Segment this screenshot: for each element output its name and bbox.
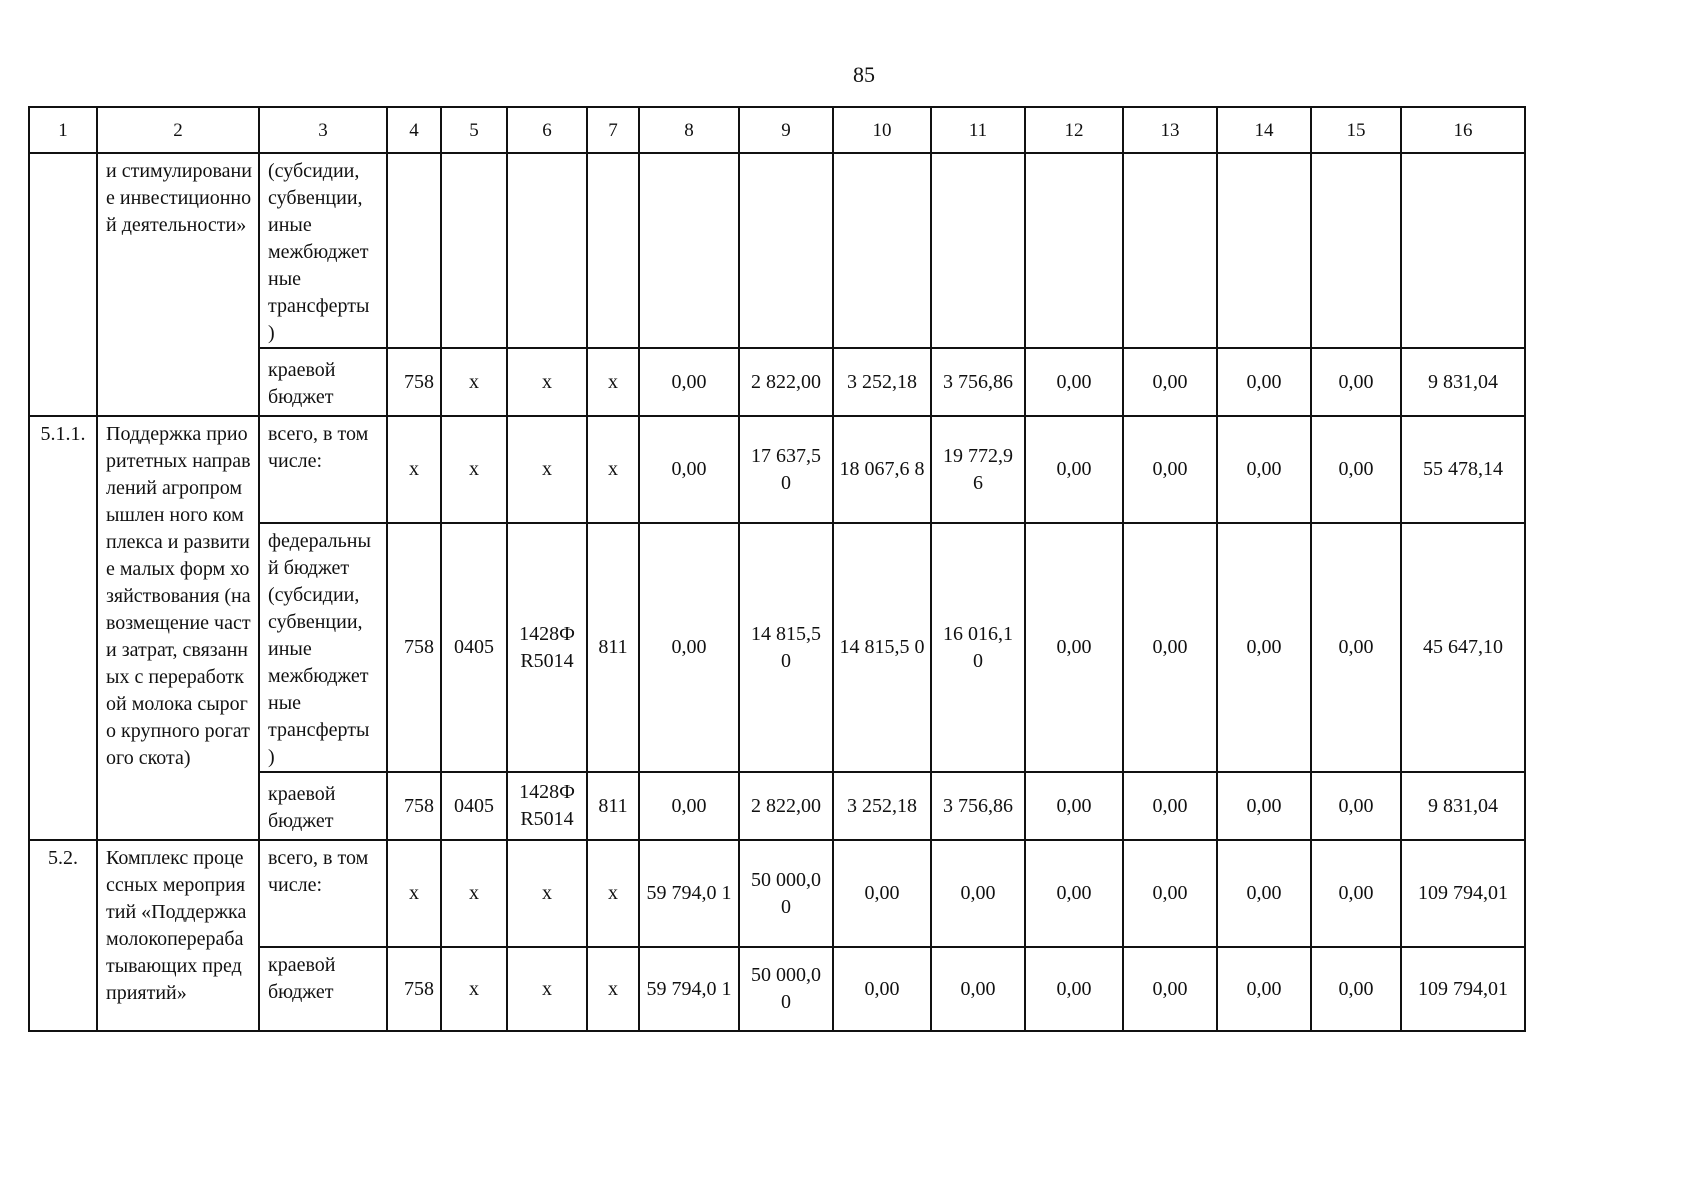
value-cell bbox=[507, 153, 587, 348]
header-cell: 8 bbox=[639, 107, 739, 153]
value-cell: х bbox=[507, 416, 587, 523]
value-cell: х bbox=[507, 840, 587, 947]
value-cell: х bbox=[507, 947, 587, 1031]
value-cell: 3 756,86 bbox=[931, 348, 1025, 416]
row-number-cell: 5.1.1. bbox=[29, 416, 97, 840]
header-cell: 5 bbox=[441, 107, 507, 153]
value-cell: х bbox=[587, 348, 639, 416]
value-cell: х bbox=[441, 416, 507, 523]
value-cell bbox=[639, 153, 739, 348]
value-cell: 0,00 bbox=[1311, 772, 1401, 840]
value-cell bbox=[739, 153, 833, 348]
value-cell: 0,00 bbox=[1123, 523, 1217, 772]
header-cell: 11 bbox=[931, 107, 1025, 153]
funding-source-cell: краевой бюджет bbox=[259, 348, 387, 416]
value-cell: 758 bbox=[387, 348, 441, 416]
header-cell: 14 bbox=[1217, 107, 1311, 153]
value-cell: 59 794,0 1 bbox=[639, 840, 739, 947]
value-cell: 811 bbox=[587, 523, 639, 772]
value-cell bbox=[387, 153, 441, 348]
value-cell: 0,00 bbox=[1123, 416, 1217, 523]
value-cell: 3 252,18 bbox=[833, 348, 931, 416]
value-cell bbox=[1123, 153, 1217, 348]
event-name-cell: и стимулирование инвестиционно й деятельности» bbox=[97, 153, 259, 416]
value-cell: 1428Ф R5014 bbox=[507, 523, 587, 772]
value-cell: 0,00 bbox=[639, 348, 739, 416]
value-cell: 1428Ф R5014 bbox=[507, 772, 587, 840]
value-cell: х bbox=[587, 416, 639, 523]
value-cell: х bbox=[441, 348, 507, 416]
value-cell: 2 822,00 bbox=[739, 348, 833, 416]
value-cell: 19 772,9 6 bbox=[931, 416, 1025, 523]
value-cell: 0,00 bbox=[1123, 840, 1217, 947]
value-cell: 3 756,86 bbox=[931, 772, 1025, 840]
header-cell: 1 bbox=[29, 107, 97, 153]
header-cell: 7 bbox=[587, 107, 639, 153]
value-cell: 0,00 bbox=[931, 840, 1025, 947]
value-cell: 0,00 bbox=[1217, 840, 1311, 947]
table-row bbox=[29, 840, 1525, 947]
row-number-cell: 5.2. bbox=[29, 840, 97, 1031]
value-cell: 0,00 bbox=[833, 947, 931, 1031]
value-cell: 811 bbox=[587, 772, 639, 840]
value-cell: 0,00 bbox=[639, 523, 739, 772]
funding-source-cell: краевой бюджет bbox=[259, 772, 387, 840]
value-cell: 0,00 bbox=[1311, 523, 1401, 772]
value-cell: 0,00 bbox=[639, 416, 739, 523]
value-cell: 0,00 bbox=[639, 772, 739, 840]
value-cell: 758 bbox=[387, 947, 441, 1031]
value-cell: 17 637,5 0 bbox=[739, 416, 833, 523]
value-cell: 0,00 bbox=[1217, 772, 1311, 840]
value-cell: 3 252,18 bbox=[833, 772, 931, 840]
value-cell: 0,00 bbox=[931, 947, 1025, 1031]
value-cell bbox=[1025, 153, 1123, 348]
event-name-cell: Поддержка приоритетных направлений агропромышлен ного комплекса и развитие малых форм хозяйствования (на возмещение части затрат, связанных с переработкой молока сырого крупного рогатого скота) bbox=[97, 416, 259, 840]
funding-source-cell: краевой бюджет bbox=[259, 947, 387, 1031]
value-cell: 16 016,1 0 bbox=[931, 523, 1025, 772]
value-cell: 0,00 bbox=[1025, 416, 1123, 523]
value-cell bbox=[833, 153, 931, 348]
value-cell: 0,00 bbox=[1123, 772, 1217, 840]
value-cell: х bbox=[387, 416, 441, 523]
header-cell: 16 bbox=[1401, 107, 1525, 153]
row-number-cell bbox=[29, 153, 97, 416]
budget-table bbox=[28, 106, 1526, 1032]
header-cell: 6 bbox=[507, 107, 587, 153]
value-cell: х bbox=[387, 840, 441, 947]
value-cell: 14 815,5 0 bbox=[739, 523, 833, 772]
value-cell: 0,00 bbox=[1311, 947, 1401, 1031]
value-cell: х bbox=[441, 840, 507, 947]
header-cell: 13 bbox=[1123, 107, 1217, 153]
value-cell: 0,00 bbox=[1025, 772, 1123, 840]
value-cell bbox=[1401, 153, 1525, 348]
value-cell: 0,00 bbox=[1123, 947, 1217, 1031]
value-cell: 0,00 bbox=[1025, 348, 1123, 416]
value-cell: 0,00 bbox=[1025, 523, 1123, 772]
value-cell: 0,00 bbox=[1311, 416, 1401, 523]
value-cell: 45 647,10 bbox=[1401, 523, 1525, 772]
value-cell: х bbox=[507, 348, 587, 416]
value-cell: 0,00 bbox=[1217, 523, 1311, 772]
value-cell: 0,00 bbox=[1217, 348, 1311, 416]
value-cell: 59 794,0 1 bbox=[639, 947, 739, 1031]
value-cell: 0,00 bbox=[1217, 416, 1311, 523]
header-cell: 15 bbox=[1311, 107, 1401, 153]
value-cell: 0,00 bbox=[1025, 840, 1123, 947]
value-cell bbox=[931, 153, 1025, 348]
value-cell: 2 822,00 bbox=[739, 772, 833, 840]
header-cell: 4 bbox=[387, 107, 441, 153]
funding-source-cell: федеральны й бюджет (субсидии, субвенции, иные межбюджет ные трансферты ) bbox=[259, 523, 387, 772]
header-cell: 12 bbox=[1025, 107, 1123, 153]
header-cell: 10 bbox=[833, 107, 931, 153]
value-cell: 0405 bbox=[441, 523, 507, 772]
value-cell: 55 478,14 bbox=[1401, 416, 1525, 523]
funding-source-cell: всего, в том числе: bbox=[259, 840, 387, 947]
event-name-cell: Комплекс процессных мероприятий «Поддержка молокоперераба тывающих предприятий» bbox=[97, 840, 259, 1031]
value-cell bbox=[1217, 153, 1311, 348]
value-cell: х bbox=[587, 947, 639, 1031]
value-cell: 50 000,0 0 bbox=[739, 840, 833, 947]
header-cell: 3 bbox=[259, 107, 387, 153]
value-cell: 18 067,6 8 bbox=[833, 416, 931, 523]
value-cell: 0,00 bbox=[1025, 947, 1123, 1031]
value-cell: 0405 bbox=[441, 772, 507, 840]
value-cell: 0,00 bbox=[1311, 348, 1401, 416]
value-cell: 758 bbox=[387, 772, 441, 840]
value-cell: 9 831,04 bbox=[1401, 348, 1525, 416]
value-cell: 0,00 bbox=[1311, 840, 1401, 947]
funding-source-cell: всего, в том числе: bbox=[259, 416, 387, 523]
value-cell: 0,00 bbox=[833, 840, 931, 947]
value-cell bbox=[441, 153, 507, 348]
value-cell: х bbox=[587, 840, 639, 947]
header-row bbox=[29, 107, 1525, 153]
value-cell: 0,00 bbox=[1217, 947, 1311, 1031]
value-cell: 109 794,01 bbox=[1401, 840, 1525, 947]
value-cell bbox=[587, 153, 639, 348]
funding-source-cell: (субсидии, субвенции, иные межбюджет ные трансферты ) bbox=[259, 153, 387, 348]
value-cell: 14 815,5 0 bbox=[833, 523, 931, 772]
table-row bbox=[29, 153, 1525, 348]
header-cell: 9 bbox=[739, 107, 833, 153]
value-cell: 109 794,01 bbox=[1401, 947, 1525, 1031]
value-cell bbox=[1311, 153, 1401, 348]
value-cell: 9 831,04 bbox=[1401, 772, 1525, 840]
value-cell: х bbox=[441, 947, 507, 1031]
value-cell: 0,00 bbox=[1123, 348, 1217, 416]
page-number: 85 bbox=[853, 62, 875, 87]
header-cell: 2 bbox=[97, 107, 259, 153]
value-cell: 758 bbox=[387, 523, 441, 772]
table-row bbox=[29, 416, 1525, 523]
value-cell: 50 000,0 0 bbox=[739, 947, 833, 1031]
